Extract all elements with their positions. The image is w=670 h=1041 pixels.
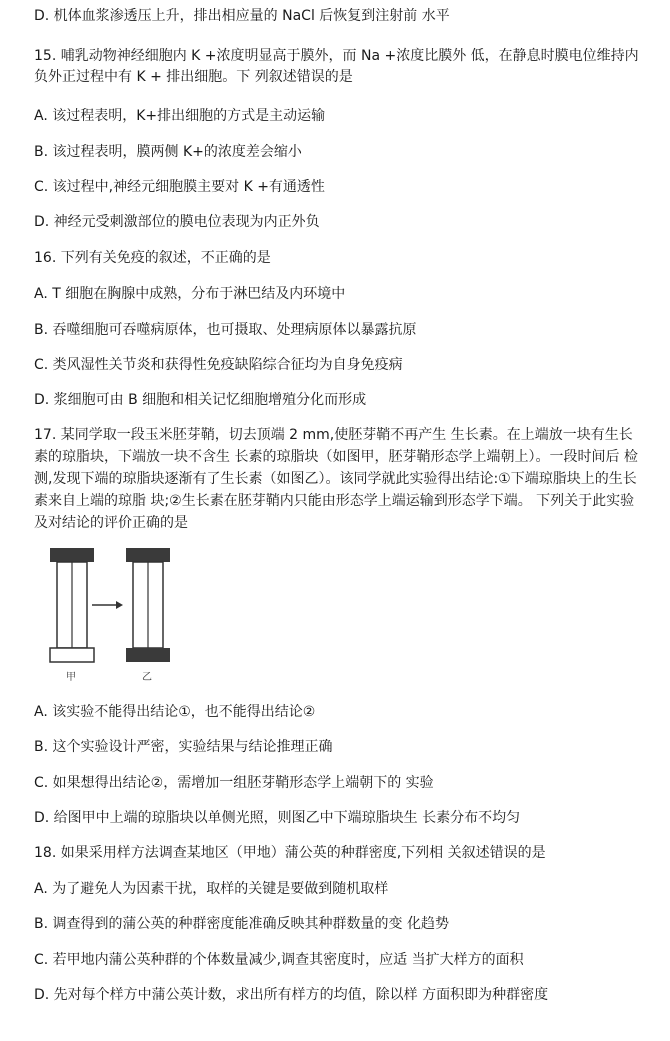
q18-option-b: B. 调查得到的蒲公英的种群密度能准确反映其种群数量的变 化趋势 (34, 916, 449, 932)
figure-label-yi: 乙 (142, 672, 152, 683)
q16-option-b: B. 吞噬细胞可吞噬病原体，也可摄取、处理病原体以暴露抗原 (34, 322, 417, 338)
q14-option-d: D. 机体血浆渗透压上升，排出相应量的 NaCl 后恢复到注射前 水平 (34, 8, 450, 24)
q15-option-c: C. 该过程中,神经元细胞膜主要对 K +有通透性 (34, 179, 325, 195)
q15-stem: 15. 哺乳动物神经细胞内 K +浓度明显高于膜外，而 Na +浓度比膜外 低，在静息时膜电位维持内负外正过程中有 K + 排出细胞。下 列叙述错误的是 (34, 48, 639, 85)
q15-option-a: A. 该过程表明，K+排出细胞的方式是主动运输 (34, 108, 326, 124)
figure-yi (126, 548, 170, 683)
q17-option-a: A. 该实验不能得出结论①，也不能得出结论② (34, 704, 316, 720)
coleoptile-experiment-figure (30, 538, 210, 688)
q15-option-b: B. 该过程表明，膜两侧 K+的浓度差会缩小 (34, 144, 302, 160)
q18-stem: 18. 如果采用样方法调查某地区（甲地）蒲公英的种群密度,下列相 关叙述错误的是 (34, 845, 546, 861)
q17-option-b: B. 这个实验设计严密，实验结果与结论推理正确 (34, 739, 333, 755)
figure-jia (50, 548, 94, 683)
q17-stem: 17. 某同学取一段玉米胚芽鞘，切去顶端 2 mm,使胚芽鞘不再产生 生长素。在上端放一块有生长素的琼脂块，下端放一块不含生 长素的琼脂块（如图甲，胚芽鞘形态学上端朝上）。一段时间后 检测,发现下端的琼脂块逐渐有了生长素（如图乙）。该同学就此实验得出结论:①下端琼脂块上的生长素来自上端的琼脂 块;②生长素在胚芽鞘内只能由形态学上端运输到形态学下端。 下列关于此实验及对结论的评价正确的是 (34, 427, 638, 531)
q16-option-c: C. 类风湿性关节炎和获得性免疫缺陷综合征均为自身免疫病 (34, 357, 403, 373)
lower-agar-block-with-auxin (126, 648, 170, 662)
lower-agar-block-empty (50, 648, 94, 662)
q16-stem: 16. 下列有关免疫的叙述，不正确的是 (34, 250, 271, 266)
q16-option-d: D. 浆细胞可由 B 细胞和相关记忆细胞增殖分化而形成 (34, 392, 367, 408)
q16-option-a: A. T 细胞在胸腺中成熟，分布于淋巴结及内环境中 (34, 286, 346, 302)
q15-option-d: D. 神经元受刺激部位的膜电位表现为内正外负 (34, 214, 320, 230)
upper-agar-block-with-auxin (50, 548, 94, 562)
q17-option-c: C. 如果想得出结论②，需增加一组胚芽鞘形态学上端朝下的 实验 (34, 775, 434, 791)
q18-option-c: C. 若甲地内蒲公英种群的个体数量减少,调查其密度时，应适 当扩大样方的面积 (34, 952, 524, 968)
q18-option-d: D. 先对每个样方中蒲公英计数，求出所有样方的均值，除以样 方面积即为种群密度 (34, 987, 549, 1003)
arrow-icon (92, 601, 123, 609)
figure-label-jia: 甲 (66, 672, 76, 683)
q18-option-a: A. 为了避免人为因素干扰，取样的关键是要做到随机取样 (34, 881, 389, 897)
q17-option-d: D. 给图甲中上端的琼脂块以单侧光照，则图乙中下端琼脂块生 长素分布不均匀 (34, 810, 521, 826)
upper-agar-block-with-auxin (126, 548, 170, 562)
